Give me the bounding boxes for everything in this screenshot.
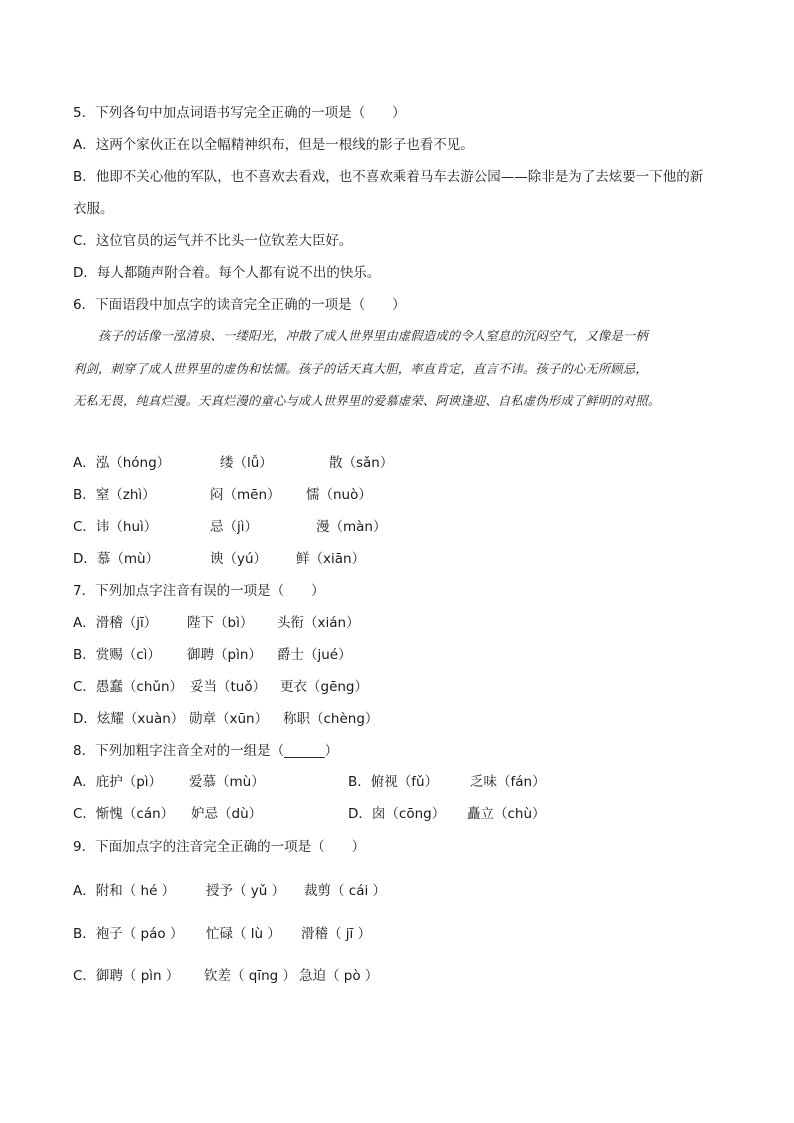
q7-option-d [73,710,753,728]
q7-c-1: C．愚蠢（chǔn） [73,679,184,695]
q6-a-2: 缕（lǚ） [220,455,273,471]
q8-stem: 8．下列加粗字注音全对的一组是（______） [73,743,339,759]
q7-b-2: 御聘（pìn） [187,647,262,663]
q6-d-3: 鲜（xiān） [296,551,366,567]
q6-d-1: D．慕（mù） [73,551,160,567]
q9-c-2: 钦差（ qīng ） [204,968,297,984]
q8-d-1: D．囱（cōng） [348,806,446,822]
q7-a-1: A．滑稽（jī） [73,615,158,631]
q6-b-3: 懦（nuò） [306,487,372,503]
q9-a-3: 裁剪（ cái ） [304,883,387,899]
q7-option-b [73,646,753,664]
q6-option-c [73,518,753,536]
q9-a-1: A．附和（ hé ） [73,883,176,899]
q8-c-1: C．惭愧（cán） [73,806,175,822]
q7-option-c [73,678,753,696]
q7-option-a [73,614,753,632]
q6-option-d [73,550,753,568]
q9-stem: 9．下面加点字的注音完全正确的一项是（ ） [73,839,366,855]
q8-options-row2 [73,805,753,823]
q7-stem: 7．下列加点字注音有误的一项是（ ） [73,583,325,599]
q5-stem: 5．下列各句中加点词语书写完全正确的一项是（ ） [73,105,406,121]
q9-b-1: B．袍子（ páo ） [73,926,184,942]
q7-a-2: 陛下（bì） [187,615,254,631]
q6-c-3: 漫（màn） [316,519,387,535]
q6-option-b [73,486,753,504]
q9-option-b [73,925,753,943]
q8-options-row1 [73,773,753,791]
q6-b-2: 闷（mēn） [210,487,281,503]
q9-c-3: 急迫（ pò ） [299,968,379,984]
q6-passage-line2: 利剑，刺穿了成人世界里的虚伪和怯懦。孩子的话天真大胆，率直肯定，直言不讳。孩子的心无所顾忌， [73,362,648,376]
q6-b-1: B．窒（zhì） [73,487,156,503]
q8-a-1: A．庇护（pì） [73,774,163,790]
q6-d-2: 谀（yú） [210,551,268,567]
q7-c-3: 更衣（gēng） [280,679,369,695]
q6-passage-line3: 无私无畏，纯真烂漫。天真烂漫的童心与成人世界里的爱慕虚荣、阿谀逢迎、自私虚伪形成了鲜明的对照。 [73,394,661,408]
q9-b-3: 滑稽（ jī ） [301,926,372,942]
q7-d-1: D．炫耀（xuàn） [73,711,185,727]
q9-a-2: 授予（ yǔ ） [206,883,286,899]
q9-option-c [73,967,753,985]
q6-stem: 6．下面语段中加点字的读音完全正确的一项是（ ） [73,297,406,313]
q8-a-2: 爱慕（mù） [189,774,265,790]
q5-option-b-line1: B．他即不关心他的军队，也不喜欢去看戏，也不喜欢乘着马车去游公园——除非是为了去炫要一下他的新 [73,169,704,185]
q6-c-1: C．讳（huì） [73,519,158,535]
q9-option-a [73,882,753,900]
q7-d-3: 称职（chèng） [283,711,379,727]
q6-a-3: 散（sǎn） [329,455,394,471]
q8-b-1: B．俯视（fǔ） [348,774,439,790]
q8-d-2: 矗立（chù） [467,806,546,822]
q7-c-2: 妥当（tuǒ） [190,679,267,695]
q5-option-c: C．这位官员的运气并不比头一位钦差大臣好。 [73,233,353,249]
q7-b-3: 爵士（jué） [277,647,352,663]
q6-passage-line1: 孩子的话像一泓清泉、一缕阳光，冲散了成人世界里由虚假造成的令人窒息的沉闷空气，又像是一柄 [98,329,648,343]
q9-b-2: 忙碌（ lù ） [206,926,281,942]
q6-option-a [73,454,753,472]
q5-option-a: A．这两个家伙正在以全幅精神织布，但是一根线的影子也看不见。 [73,137,474,153]
q5-option-d: D．每人都随声附合着。每个人都有说不出的快乐。 [73,265,381,281]
q8-b-2: 乏味（fán） [470,774,546,790]
q5-option-b-line2: 衣服。 [73,201,114,217]
q8-c-2: 妒忌（dù） [191,806,263,822]
q7-a-3: 头衔（xián） [277,615,360,631]
q9-c-1: C．御聘（ pìn ） [73,968,180,984]
q6-a-1: A．泓（hóng） [73,455,171,471]
q6-c-2: 忌（jì） [210,519,259,535]
q7-d-2: 勋章（xūn） [189,711,269,727]
q7-b-1: B．赏赐（cì） [73,647,161,663]
